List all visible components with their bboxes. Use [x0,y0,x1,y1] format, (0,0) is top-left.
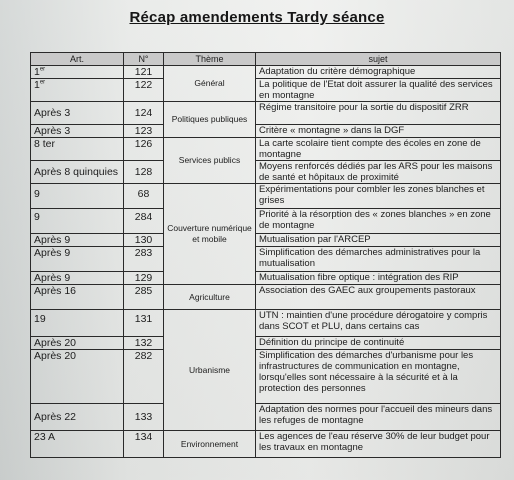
cell-sujet: Priorité à la résorption des « zones blanches » en zone de montagne [256,209,501,234]
cell-sujet: Adaptation des normes pour l'accueil des mineurs dans les refuges de montagne [256,404,501,431]
cell-art: 23 A [31,431,124,458]
header-theme: Thème [164,53,256,66]
table-row [31,125,501,138]
cell-num: 129 [124,272,164,285]
cell-num: 121 [124,66,164,79]
cell-art: Après 8 quinquies [31,161,124,184]
table-row [31,337,501,350]
cell-sujet: Adaptation du critère démographique [256,66,501,79]
page-title: Récap amendements Tardy séance [129,9,385,26]
cell-theme-agriculture: Agriculture [164,285,256,310]
cell-art: 1er [31,79,124,102]
cell-num: 128 [124,161,164,184]
cell-art: 9 [31,209,124,234]
cell-num: 282 [124,350,164,404]
cell-art: Après 9 [31,272,124,285]
amendments-table [30,52,501,458]
cell-art: Après 20 [31,337,124,350]
cell-num: 134 [124,431,164,458]
cell-sujet: Association des GAEC aux groupements pastoraux [256,285,501,310]
table-row [31,431,501,458]
cell-num: 284 [124,209,164,234]
cell-sujet: Mutualisation par l'ARCEP [256,234,501,247]
cell-art: Après 9 [31,247,124,272]
cell-theme-politiques: Politiques publiques [164,102,256,138]
cell-num: 124 [124,102,164,125]
cell-art: 1er [31,66,124,79]
cell-theme-services: Services publics [164,138,256,184]
cell-num: 285 [124,285,164,310]
cell-art: Après 3 [31,125,124,138]
cell-num: 130 [124,234,164,247]
cell-theme-environnement: Environnement [164,431,256,458]
cell-art: 8 ter [31,138,124,161]
table-row [31,184,501,209]
cell-sujet: Les agences de l'eau réserve 30% de leur budget pour les travaux en montagne [256,431,501,458]
cell-sujet: La politique de l'Etat doit assurer la qualité des services en montagne [256,79,501,102]
table-row [31,79,501,102]
table-row [31,161,501,184]
cell-num: 283 [124,247,164,272]
cell-sujet: Simplification des démarches d'urbanisme pour les infrastructures de communication en montagne, lorsqu'elles sont nécessaire à la sécurité et à la protection des personnes [256,350,501,404]
cell-sujet: La carte scolaire tient compte des écoles en zone de montagne [256,138,501,161]
table-row [31,138,501,161]
cell-theme-general: Général [164,66,256,102]
cell-art: Après 9 [31,234,124,247]
cell-num: 132 [124,337,164,350]
cell-num: 133 [124,404,164,431]
table-row [31,247,501,272]
header-art: Art. [31,53,124,66]
table-row [31,404,501,431]
cell-art: 9 [31,184,124,209]
cell-num: 68 [124,184,164,209]
cell-sujet: Définition du principe de continuité [256,337,501,350]
cell-num: 126 [124,138,164,161]
cell-num: 123 [124,125,164,138]
cell-sujet: Critère « montagne » dans la DGF [256,125,501,138]
cell-theme-urbanisme: Urbanisme [164,310,256,431]
cell-sujet: Simplification des démarches administratives pour la mutualisation [256,247,501,272]
cell-sujet: Expérimentations pour combler les zones blanches et grises [256,184,501,209]
table-row [31,234,501,247]
table-row [31,272,501,285]
header-num: N° [124,53,164,66]
cell-art: 19 [31,310,124,337]
cell-num: 131 [124,310,164,337]
table-row [31,350,501,404]
cell-sujet: UTN : maintien d'une procédure dérogatoire y compris dans SCOT et PLU, dans certains cas [256,310,501,337]
cell-art: Après 20 [31,350,124,404]
table-row [31,285,501,310]
cell-sujet: Régime transitoire pour la sortie du dispositif ZRR [256,102,501,125]
table-row [31,209,501,234]
cell-sujet: Moyens renforcés dédiés par les ARS pour les maisons de santé et hôpitaux de proximité [256,161,501,184]
cell-art: Après 16 [31,285,124,310]
cell-sujet: Mutualisation fibre optique : intégration des RIP [256,272,501,285]
table-header-row [31,53,501,66]
cell-num: 122 [124,79,164,102]
cell-art: Après 22 [31,404,124,431]
cell-theme-couverture: Couverture numérique et mobile [164,184,256,285]
table-row [31,310,501,337]
header-sujet: sujet [256,53,501,66]
table-row [31,66,501,79]
cell-art: Après 3 [31,102,124,125]
table-row [31,102,501,125]
